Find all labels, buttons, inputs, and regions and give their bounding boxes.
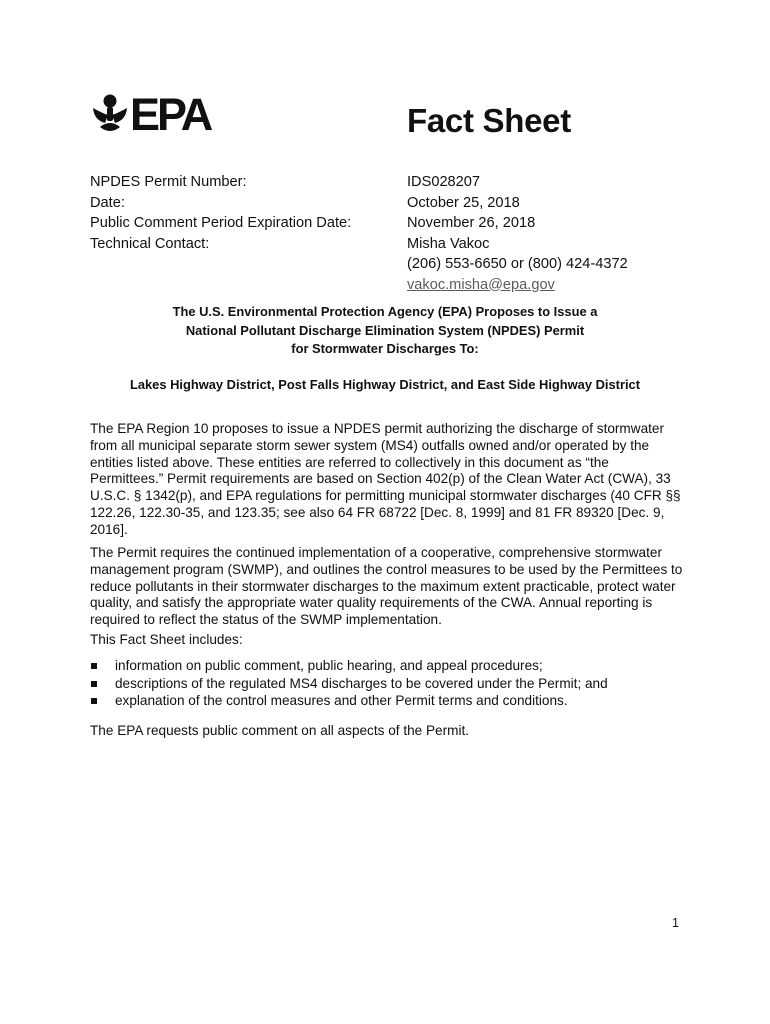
date-label: Date:	[90, 194, 125, 211]
intro-paragraph: The EPA Region 10 proposes to issue a NPDES permit authorizing the discharge of stormwater from all municipal separate storm sewer system (MS4) outfalls owned and/or operated by the entities listed above. These entities are referred to collectively in this document as “the Permittees.” Permit requirements are based on Section 402(p) of the Clean Water Act (CWA), 33 U.S.C. § 1342(p), and EPA regulations for permitting municipal stormwater discharges (40 CFR §§ 122.26, 122.30-35, and 123.35; see also 64 FR 68722 [Dec. 8, 1999] and 81 FR 89320 [Dec. 9, 2016].	[90, 421, 681, 537]
svg-text:EPA: EPA	[130, 93, 211, 135]
requirements-paragraph: The Permit requires the continued implementation of a cooperative, comprehensive stormwater management program (SWMP), and outlines the control measures to be used by the Permittees to reduce pollutants in their stormwater discharges to the maximum extent practicable, protect water quality, and satisfy the appropriate water quality requirements of the CWA. Annual reporting is required to reflect the status of the SWMP implementation.	[90, 545, 683, 628]
contact-email-link[interactable]: vakoc.misha@epa.gov	[407, 276, 555, 293]
bullet-square-icon	[91, 681, 97, 687]
comment-expiration-value: November 26, 2018	[407, 215, 536, 231]
comment-expiration-label: Public Comment Period Expiration Date:	[90, 215, 352, 231]
list-item: explanation of the control measures and other Permit terms and conditions.	[90, 692, 685, 710]
includes-intro: This Fact Sheet includes:	[90, 632, 243, 647]
date-value: October 25, 2018	[407, 194, 520, 211]
epa-logo	[90, 93, 220, 135]
heading-line: for Stormwater Discharges To:	[291, 341, 479, 356]
page-title: Fact Sheet	[407, 102, 571, 139]
permit-number-value: IDS028207	[407, 174, 481, 190]
permit-number-label: NPDES Permit Number:	[90, 174, 247, 190]
bullet-square-icon	[91, 663, 97, 669]
contact-phone: (206) 553-6650 or (800) 424-4372	[407, 256, 628, 272]
bullet-square-icon	[91, 698, 97, 704]
heading-line: The U.S. Environmental Protection Agency (EPA) Proposes to Issue a	[172, 304, 598, 319]
includes-list	[90, 657, 685, 710]
permit-meta-labels	[90, 172, 351, 254]
contact-name: Misha Vakoc	[407, 235, 490, 252]
permittee-list-heading: Lakes Highway District, Post Falls Highway District, and East Side Highway District	[129, 377, 641, 392]
list-item: information on public comment, public hearing, and appeal procedures;	[90, 657, 685, 675]
announcement-heading	[60, 303, 710, 359]
technical-contact-label: Technical Contact:	[90, 235, 210, 252]
list-item: descriptions of the regulated MS4 discharges to be covered under the Permit; and	[90, 675, 685, 693]
heading-line: National Pollutant Discharge Elimination System (NPDES) Permit	[185, 322, 585, 338]
permit-meta-values	[407, 172, 628, 295]
page-number: 1	[672, 916, 679, 930]
public-comment-paragraph: The EPA requests public comment on all aspects of the Permit.	[90, 723, 470, 738]
epa-flower-icon	[90, 93, 220, 135]
